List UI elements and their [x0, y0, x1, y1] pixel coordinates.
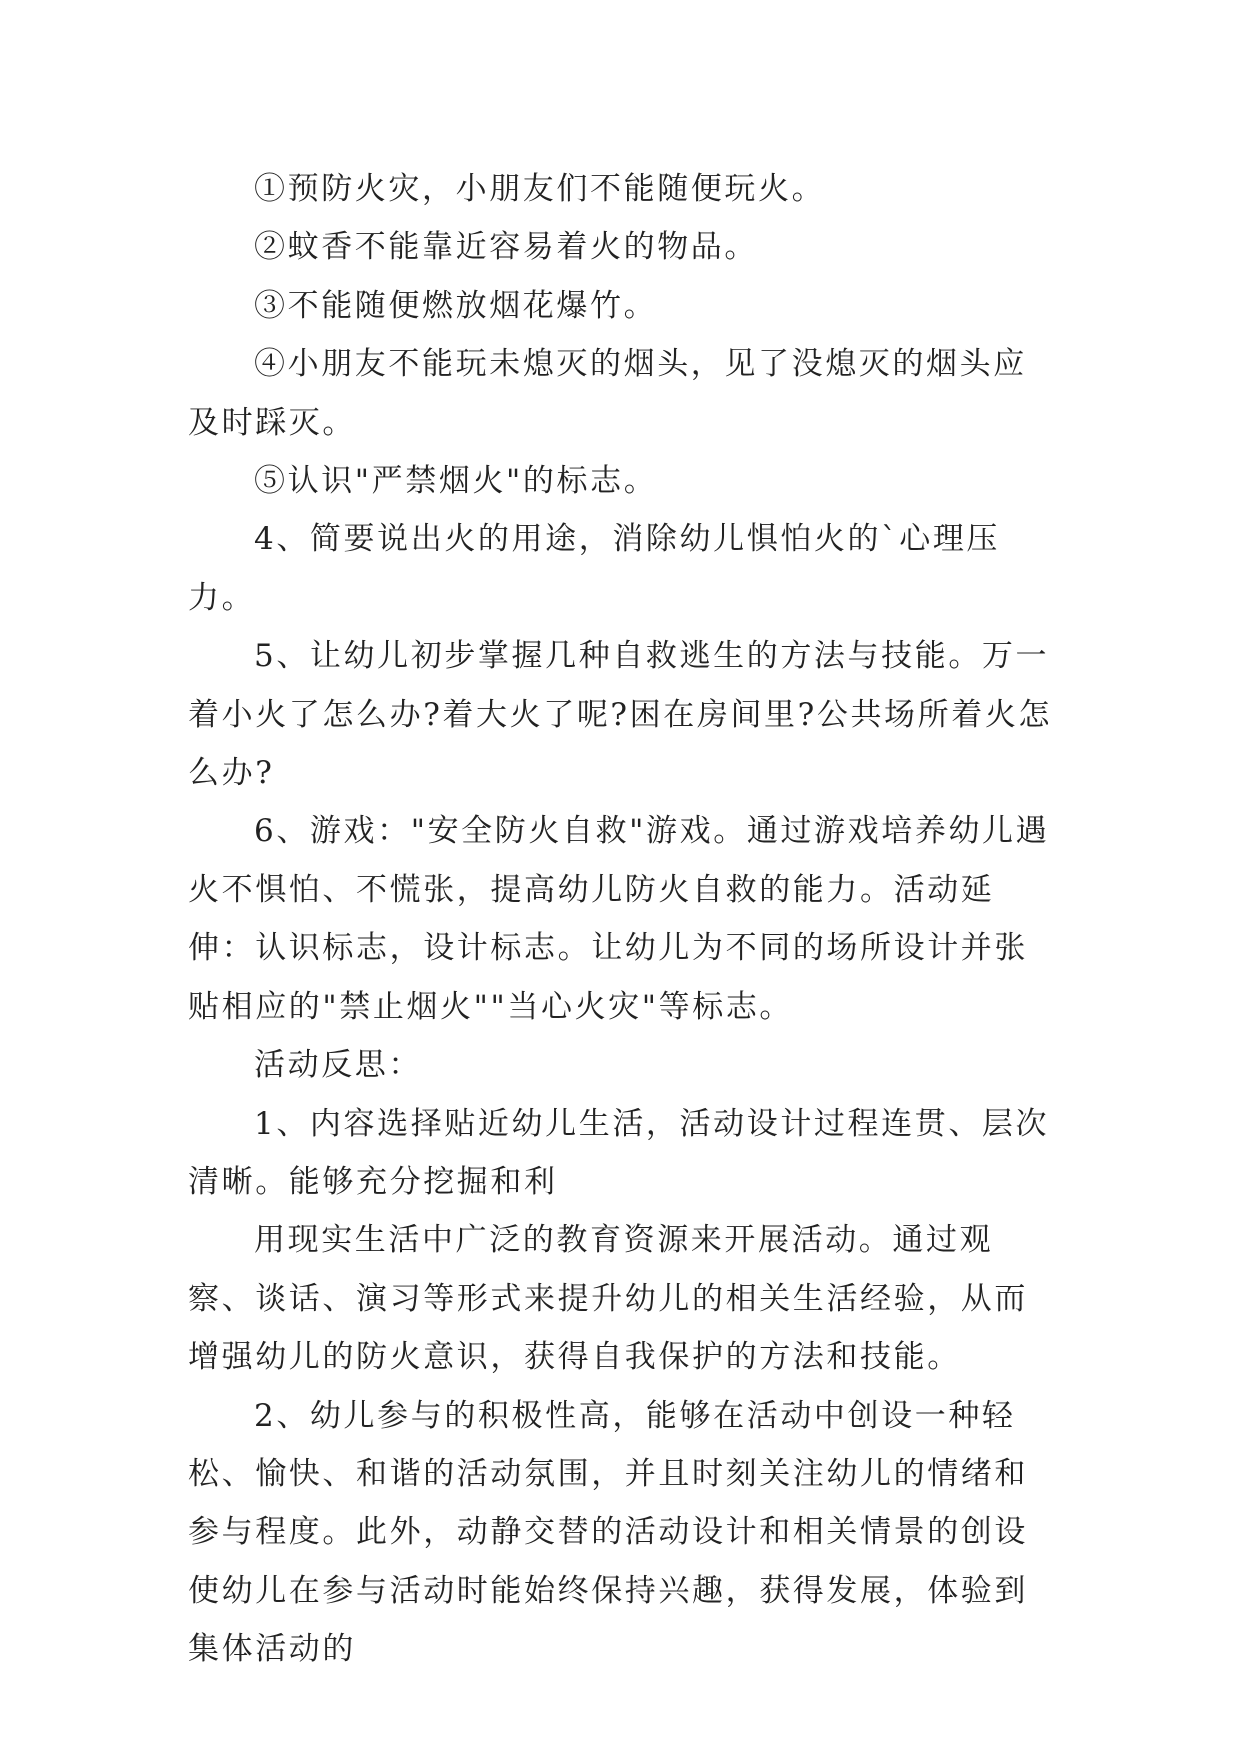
paragraph-reflection-2: 2、幼儿参与的积极性高，能够在活动中创设一种轻松、愉快、和谐的活动氛围，并且时刻关注幼儿的情绪和参与程度。此外，动静交替的活动设计和相关情景的创设使幼儿在参与活动时能始终保持兴趣，获得发展，体验到集体活动的 — [188, 1397, 1028, 1668]
paragraph-reflection-1-cont: 用现实生活中广泛的教育资源来开展活动。通过观察、谈话、演习等形式来提升幼儿的相关生活经验，从而增强幼儿的防火意识，获得自我保护的方法和技能。 — [188, 1222, 1028, 1376]
section-heading-reflection: 活动反思： — [254, 1047, 422, 1084]
paragraph-rule-1: ①预防火灾，小朋友们不能随便玩火。 — [254, 171, 826, 207]
paragraph-rule-2: ②蚊香不能靠近容易着火的物品。 — [254, 229, 758, 266]
paragraph-step-6: 6、游戏："安全防火自救"游戏。通过游戏培养幼儿遇火不惧怕、不慌张，提高幼儿防火自救的能力。活动延伸：认识标志，设计标志。让幼儿为不同的场所设计并张贴相应的"禁止烟火""当心火灾"等标志。 — [188, 813, 1050, 1025]
paragraph-rule-5: ⑤认识"严禁烟火"的标志。 — [254, 463, 658, 500]
paragraph-reflection-1: 1、内容选择贴近幼儿生活，活动设计过程连贯、层次清晰。能够充分挖掘和利 — [188, 1105, 1050, 1200]
paragraph-rule-4: ④小朋友不能玩未熄灭的烟头，见了没熄灭的烟头应及时踩灭。 — [188, 346, 1027, 441]
paragraph-rule-3: ③不能随便燃放烟花爆竹。 — [254, 287, 658, 324]
paragraph-step-4: 4、简要说出火的用途，消除幼儿惧怕火的`心理压力。 — [188, 521, 1001, 616]
paragraph-step-5: 5、让幼儿初步掌握几种自救逃生的方法与技能。万一着小火了怎么办?着大火了呢?困在房间里?公共场所着火怎么办? — [188, 638, 1053, 792]
document-body — [188, 160, 1058, 1679]
